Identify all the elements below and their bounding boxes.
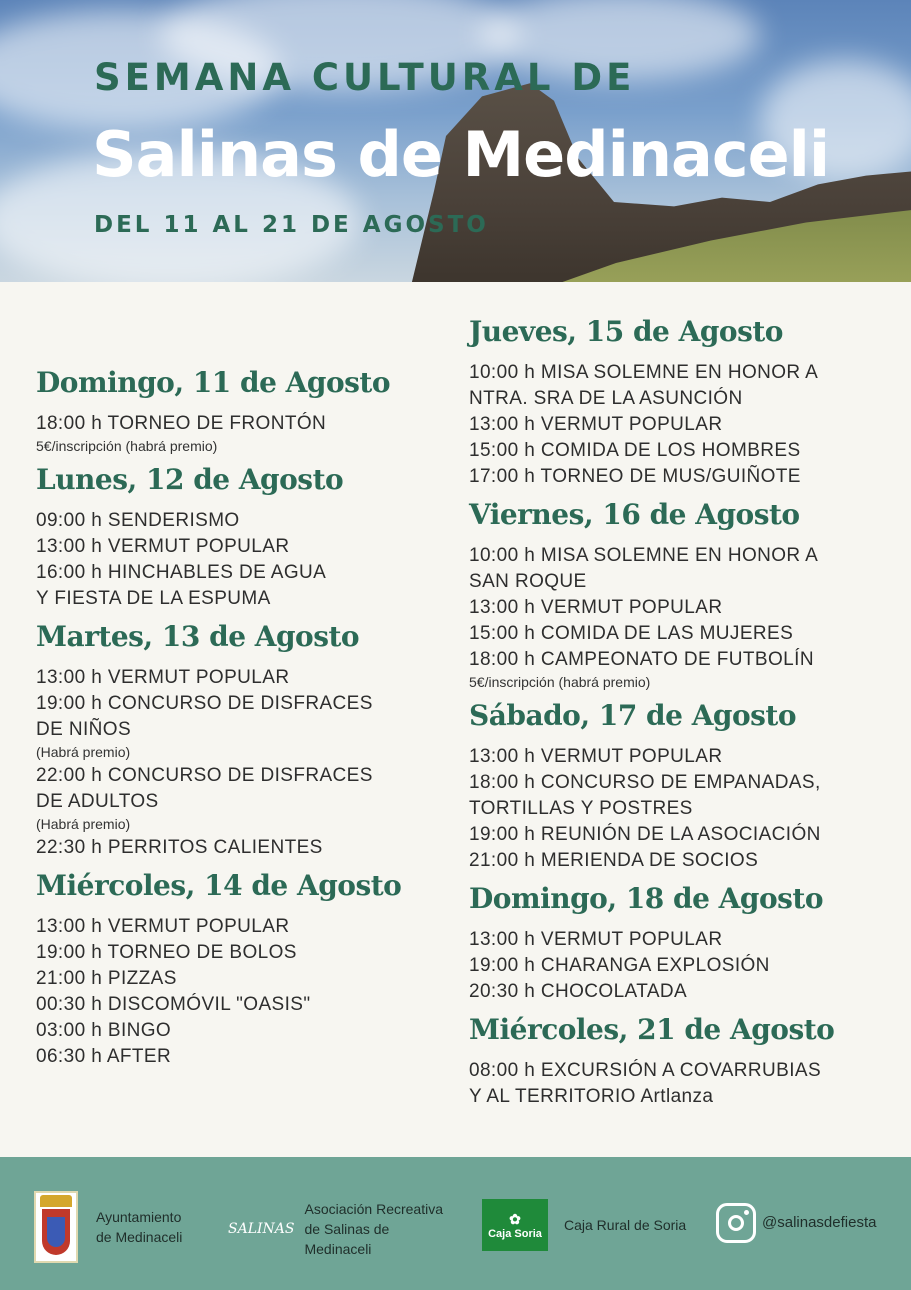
event-item: 15:00 h COMIDA DE LOS HOMBRES bbox=[469, 440, 801, 461]
event-item: 22:00 h CONCURSO DE DISFRACES bbox=[36, 765, 373, 786]
day-block bbox=[469, 882, 889, 1005]
schedule-right-column bbox=[469, 315, 889, 1118]
event-item: 09:00 h SENDERISMO bbox=[36, 510, 240, 531]
event-item: 15:00 h COMIDA DE LAS MUJERES bbox=[469, 623, 794, 644]
event-item: 03:00 h BINGO bbox=[36, 1020, 172, 1041]
event-item: NTRA. SRA DE LA ASUNCIÓN bbox=[469, 388, 743, 409]
event-item: 21:00 h PIZZAS bbox=[36, 968, 177, 989]
day-title: Sábado, 17 de Agosto bbox=[469, 699, 797, 732]
event-item: 10:00 h MISA SOLEMNE EN HONOR A bbox=[469, 362, 819, 383]
event-item: 13:00 h VERMUT POPULAR bbox=[469, 746, 723, 767]
asociacion-line2: de Salinas de bbox=[304, 1221, 390, 1237]
day-title: Martes, 13 de Agosto bbox=[36, 620, 360, 653]
day-block bbox=[469, 498, 889, 691]
caja-rural-logo-text: Caja Soria bbox=[488, 1227, 542, 1240]
event-item: 13:00 h VERMUT POPULAR bbox=[36, 916, 290, 937]
event-item: 20:30 h CHOCOLATADA bbox=[469, 981, 688, 1002]
day-block bbox=[36, 463, 456, 612]
day-title: Domingo, 11 de Agosto bbox=[36, 366, 391, 399]
event-note: 5€/inscripción (habrá premio) bbox=[469, 674, 651, 690]
event-item: 08:00 h EXCURSIÓN A COVARRUBIAS bbox=[469, 1060, 822, 1081]
header-title: Salinas de Medinaceli bbox=[92, 118, 830, 191]
caja-rural-logo-icon: ✿ Caja Soria bbox=[482, 1199, 548, 1251]
day-block bbox=[469, 315, 889, 490]
event-item: 18:00 h CONCURSO DE EMPANADAS, bbox=[469, 772, 821, 793]
event-item: 17:00 h TORNEO DE MUS/GUIÑOTE bbox=[469, 466, 801, 487]
header-supertitle: SEMANA CULTURAL DE bbox=[94, 56, 636, 99]
day-block bbox=[36, 366, 456, 455]
day-title: Miércoles, 21 de Agosto bbox=[469, 1013, 835, 1046]
asociacion-text bbox=[304, 1199, 443, 1259]
event-item: 13:00 h VERMUT POPULAR bbox=[469, 597, 723, 618]
event-item: 13:00 h VERMUT POPULAR bbox=[36, 536, 290, 557]
event-note: (Habrá premio) bbox=[36, 744, 131, 760]
day-title: Viernes, 16 de Agosto bbox=[469, 498, 800, 531]
salinas-logo-icon: SALINAS bbox=[228, 1221, 295, 1237]
day-title: Miércoles, 14 de Agosto bbox=[36, 869, 402, 902]
event-item: 18:00 h TORNEO DE FRONTÓN bbox=[36, 413, 327, 434]
ayuntamiento-block bbox=[34, 1191, 182, 1263]
event-item: TORTILLAS Y POSTRES bbox=[469, 798, 693, 819]
caja-rural-text: Caja Rural de Soria bbox=[564, 1217, 687, 1233]
event-item: 19:00 h REUNIÓN DE LA ASOCIACIÓN bbox=[469, 824, 821, 845]
event-item: 06:30 h AFTER bbox=[36, 1046, 172, 1067]
schedule-left-column bbox=[36, 366, 456, 1078]
event-item: 10:00 h MISA SOLEMNE EN HONOR A bbox=[469, 545, 819, 566]
event-note: 5€/inscripción (habrá premio) bbox=[36, 438, 218, 454]
footer-sponsors bbox=[0, 1157, 911, 1290]
ayuntamiento-line2: de Medinaceli bbox=[96, 1229, 183, 1245]
header-dates: DEL 11 AL 21 DE AGOSTO bbox=[94, 212, 489, 238]
event-item: DE NIÑOS bbox=[36, 719, 132, 740]
event-item: 19:00 h CHARANGA EXPLOSIÓN bbox=[469, 955, 770, 976]
event-item: DE ADULTOS bbox=[36, 791, 159, 812]
ayuntamiento-text bbox=[96, 1207, 182, 1247]
instagram-block[interactable] bbox=[716, 1203, 876, 1243]
asociacion-block bbox=[228, 1199, 443, 1259]
event-note: (Habrá premio) bbox=[36, 816, 131, 832]
event-item: Y FIESTA DE LA ESPUMA bbox=[36, 588, 271, 609]
day-title: Domingo, 18 de Agosto bbox=[469, 882, 824, 915]
event-item: 19:00 h TORNEO DE BOLOS bbox=[36, 942, 297, 963]
event-item: 19:00 h CONCURSO DE DISFRACES bbox=[36, 693, 373, 714]
event-item: 21:00 h MERIENDA DE SOCIOS bbox=[469, 850, 759, 871]
event-item: Y AL TERRITORIO Artlanza bbox=[469, 1086, 714, 1107]
asociacion-line1: Asociación Recreativa bbox=[304, 1201, 443, 1217]
asociacion-line3: Medinaceli bbox=[304, 1241, 372, 1257]
day-block bbox=[469, 1013, 889, 1110]
day-block bbox=[469, 699, 889, 874]
event-item: 16:00 h HINCHABLES DE AGUA bbox=[36, 562, 327, 583]
day-title: Lunes, 12 de Agosto bbox=[36, 463, 344, 496]
day-block bbox=[36, 869, 456, 1070]
event-item: 00:30 h DISCOMÓVIL "OASIS" bbox=[36, 994, 311, 1015]
instagram-handle[interactable]: @salinasdefiesta bbox=[762, 1214, 877, 1231]
day-title: Jueves, 15 de Agosto bbox=[469, 315, 783, 348]
day-block bbox=[36, 620, 456, 861]
ayuntamiento-line1: Ayuntamiento bbox=[96, 1209, 182, 1225]
event-item: 13:00 h VERMUT POPULAR bbox=[36, 667, 290, 688]
event-item: 22:30 h PERRITOS CALIENTES bbox=[36, 837, 323, 858]
event-item: 13:00 h VERMUT POPULAR bbox=[469, 929, 723, 950]
header-banner bbox=[0, 0, 911, 282]
event-item: 13:00 h VERMUT POPULAR bbox=[469, 414, 723, 435]
caja-rural-block bbox=[482, 1199, 686, 1251]
event-item: SAN ROQUE bbox=[469, 571, 587, 592]
instagram-icon[interactable] bbox=[716, 1203, 756, 1243]
event-item: 18:00 h CAMPEONATO DE FUTBOLÍN bbox=[469, 649, 814, 670]
coat-of-arms-icon bbox=[34, 1191, 78, 1263]
